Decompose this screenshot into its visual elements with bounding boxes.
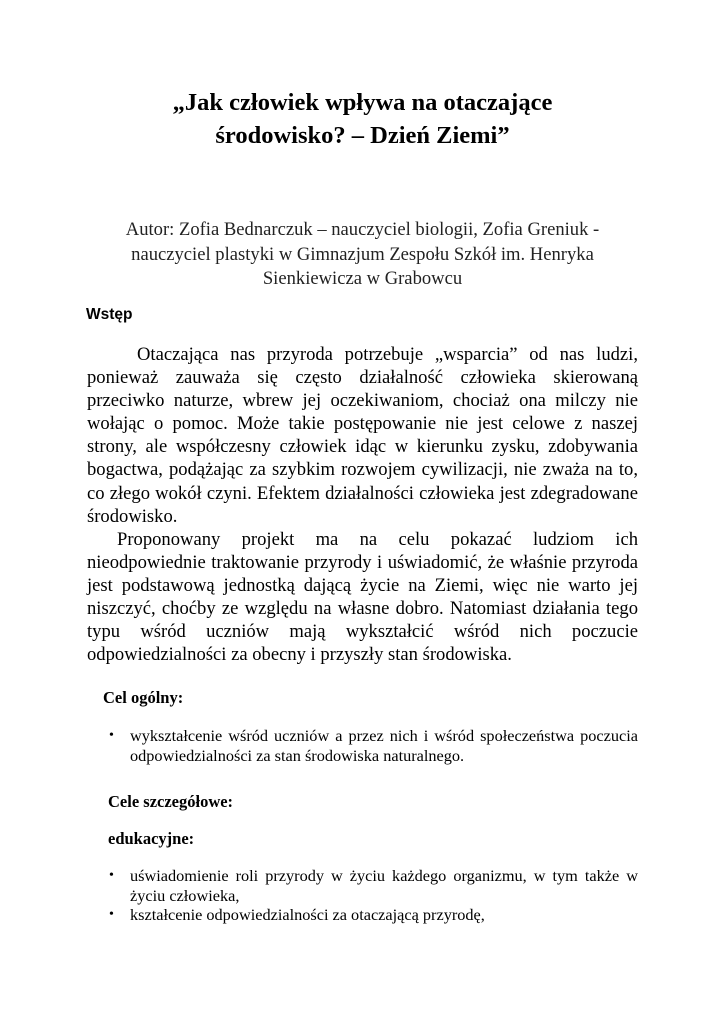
list-item [108,726,638,765]
title-line-1: „Jak człowiek wpływa na otaczające [172,89,553,116]
list-item [108,866,638,905]
intro-body [87,343,638,666]
bullet-icon: • [109,728,114,743]
specific-goals-heading: Cele szczegółowe: [108,792,234,811]
author-info [90,218,635,292]
list-item-text: kształcenie odpowiedzialności za otaczającą przyrodę, [130,905,485,924]
bullet-icon: • [109,907,114,922]
title-line-2: środowisko? – Dzień Ziemi” [215,122,510,149]
educational-goals-heading: edukacyjne: [108,829,195,848]
general-goal-list [108,726,638,765]
intro-paragraph: Otaczająca nas przyroda potrzebuje „wsparcia” od nas ludzi, ponieważ zauważa się często działalność człowieka skierowaną przeciwko naturze, wbrew jej oczekiwaniom, chociaż ona milczy nie wołając o pomoc. Może takie postępowanie nie jest celowe z naszej strony, ale współczesny człowiek idąc w kierunku zysku, zdobywania bogactwa, podążając za szybkim rozwojem cywilizacji, nie zważa na to, co złego wokół czyni. Efektem działalności człowieka jest zdegradowane środowisko. [87,344,638,527]
educational-goals-list [108,866,638,925]
list-item-text: wykształcenie wśród uczniów a przez nich i wśród społeczeństwa poczucia odpowiedzialności za stan środowiska naturalnego. [130,726,638,765]
intro-paragraph: Proponowany projekt ma na celu pokazać ludziom ich nieodpowiednie traktowanie przyrody i uświadomić, że właśnie przyroda jest podstawową jednostką dającą życie na Ziemi, więc nie warto jej niszczyć, choćby ze względu na własne dobro. Natomiast działania tego typu wśród uczniów mają wykształcić wśród nich poczucie odpowiedzialności za obecny i przyszły stan środowiska. [87,528,638,666]
list-item [108,905,638,925]
page-title [80,86,645,152]
author-line-1: Autor: Zofia Bednarczuk – nauczyciel biologii, Zofia Greniuk - [125,219,600,240]
author-line-3: Sienkiewicza w Grabowcu [262,268,463,289]
author-line-2: nauczyciel plastyki w Gimnazjum Zespołu Szkół im. Henryka [131,243,594,265]
bullet-icon: • [109,868,114,883]
intro-heading: Wstęp [86,306,133,323]
list-item-text: uświadomienie roli przyrody w życiu każdego organizmu, w tym także w życiu człowieka, [130,866,638,905]
general-goal-heading: Cel ogólny: [103,688,184,707]
